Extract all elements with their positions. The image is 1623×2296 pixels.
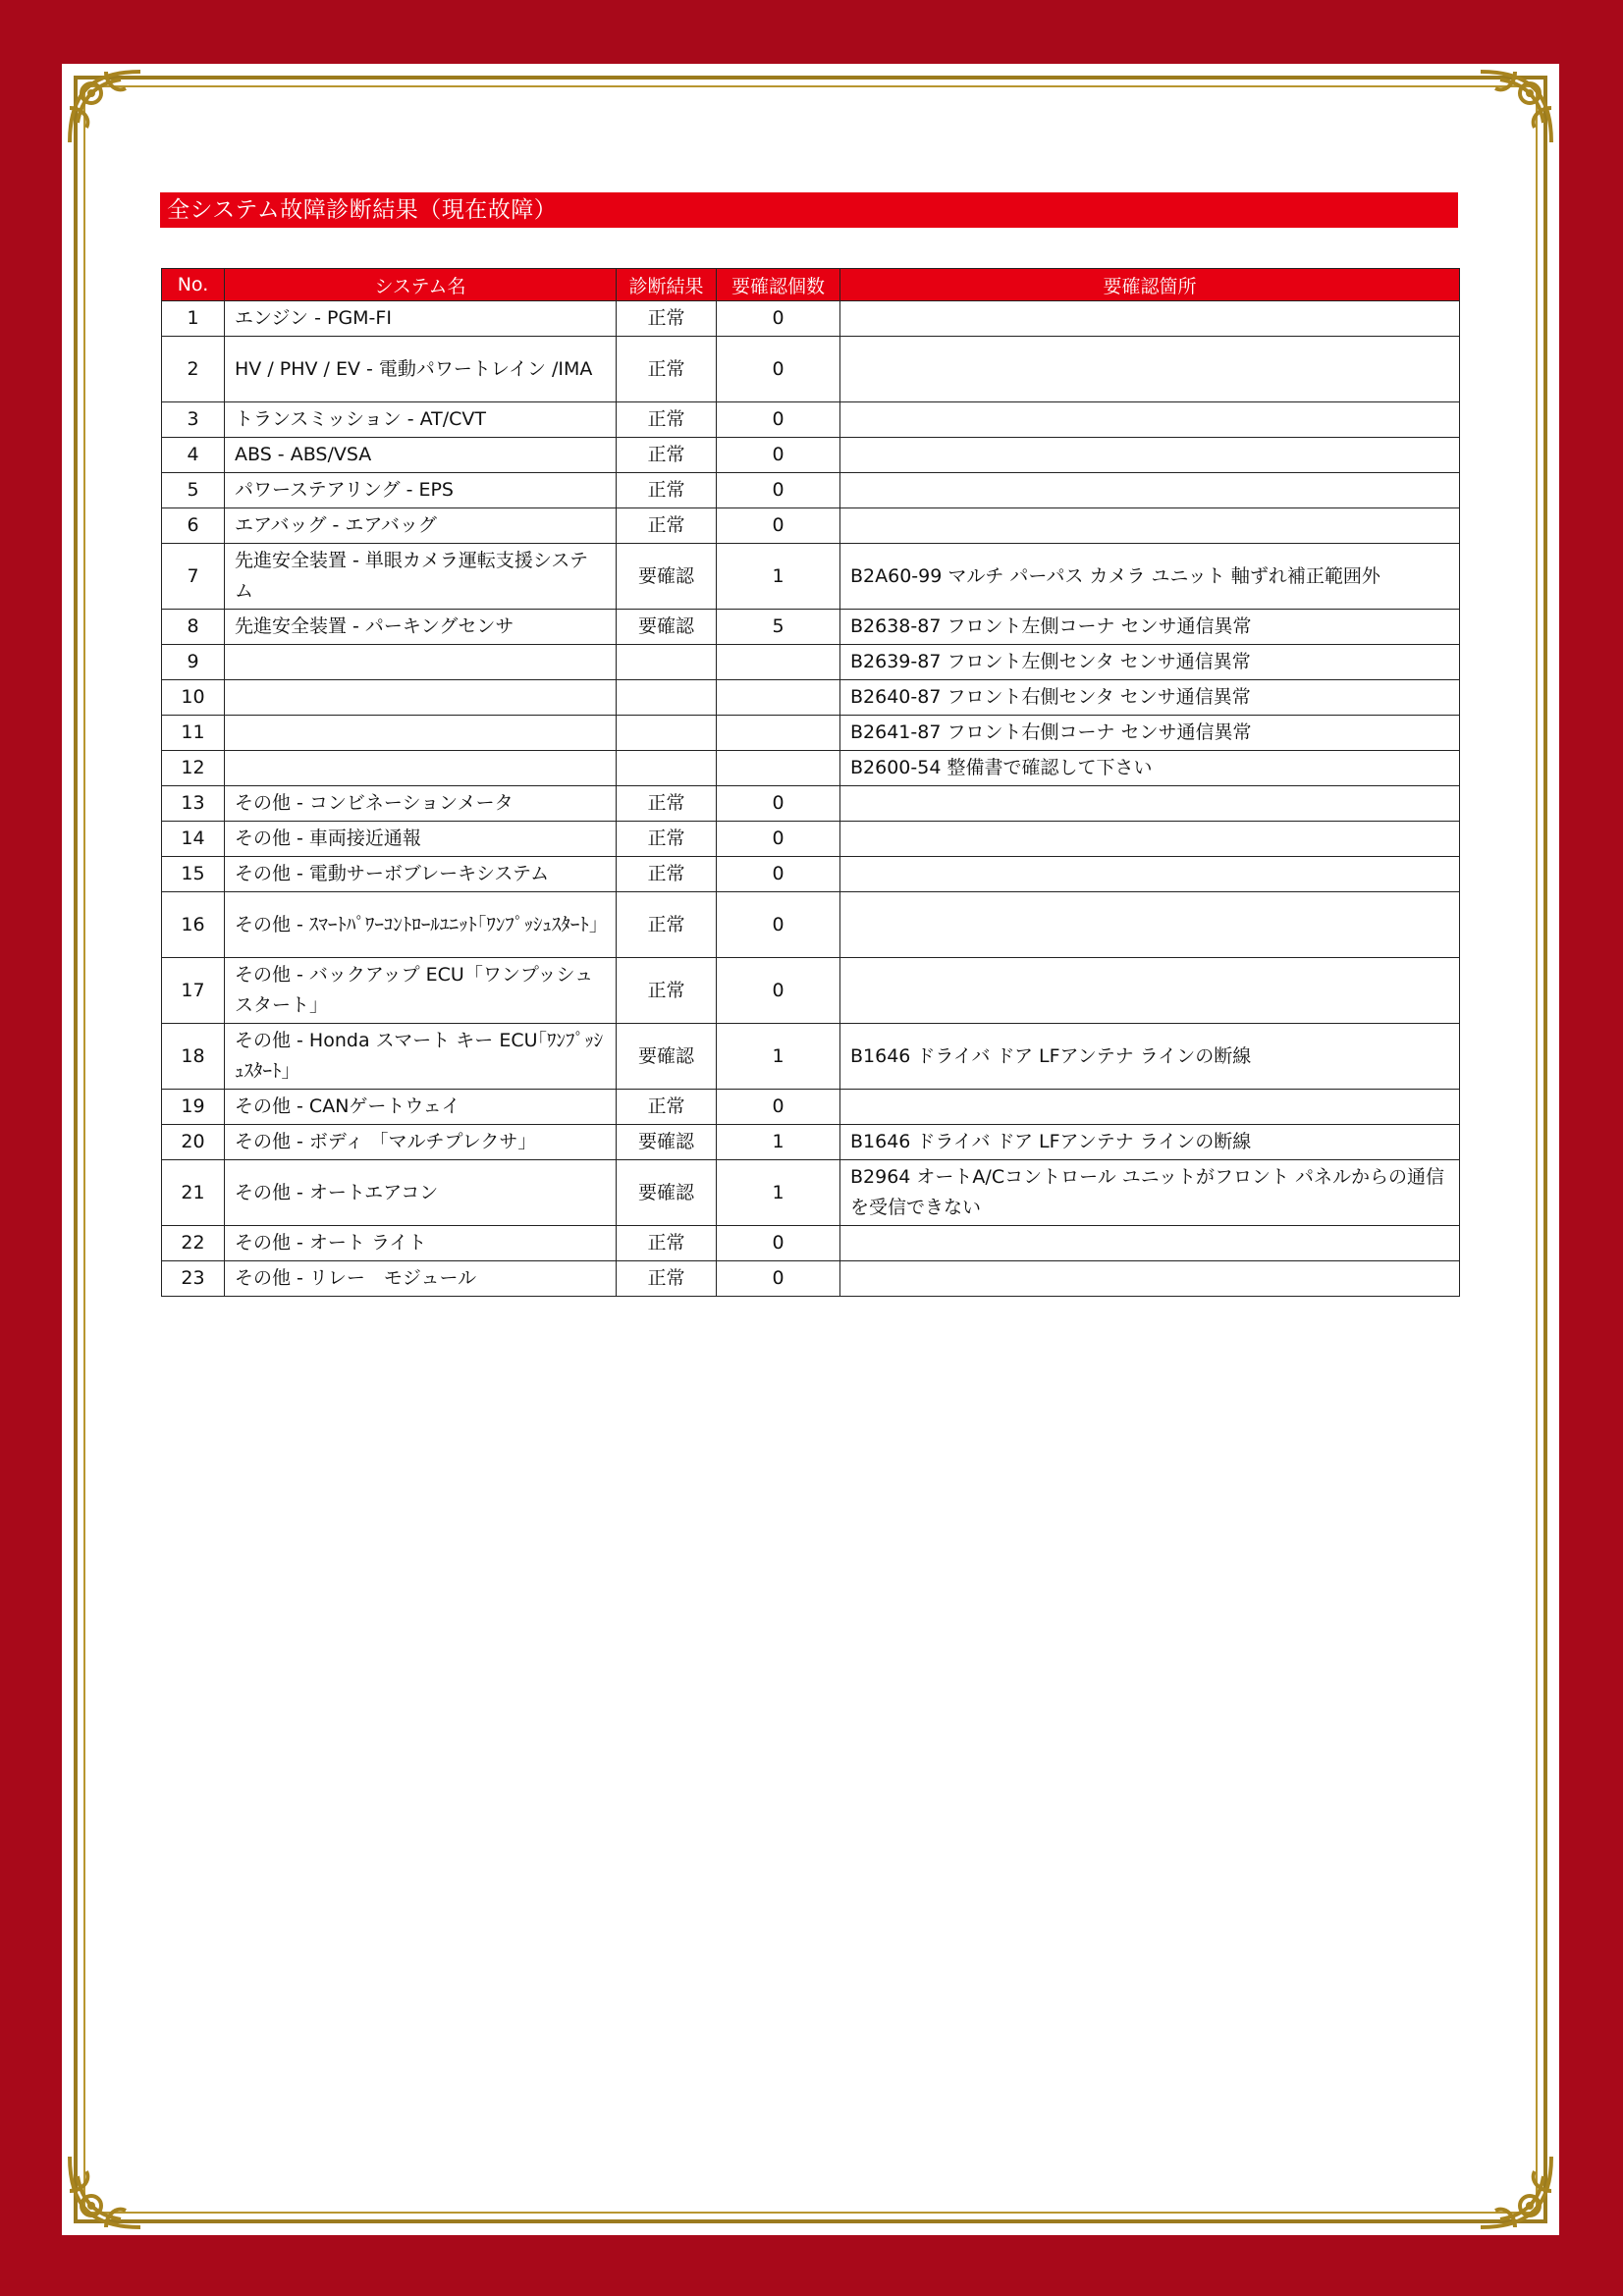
cell-no: 16	[162, 892, 225, 958]
cell-result: 正常	[617, 402, 717, 438]
cell-count	[717, 680, 840, 716]
table-row	[162, 645, 1460, 680]
cell-result: 正常	[617, 508, 717, 544]
table-row	[162, 610, 1460, 645]
cell-count: 0	[717, 1226, 840, 1261]
table-row	[162, 473, 1460, 508]
ornament-corner-icon	[62, 64, 150, 152]
cell-detail: B2640-87 フロント右側センタ センサ通信異常	[840, 680, 1460, 716]
cell-count: 0	[717, 892, 840, 958]
cell-system: その他 - ｽﾏｰﾄﾊﾟﾜｰｺﾝﾄﾛｰﾙﾕﾆｯﾄ｢ﾜﾝﾌﾟｯｼｭｽﾀｰﾄ｣	[225, 892, 617, 958]
cell-no: 18	[162, 1024, 225, 1090]
cell-system: その他 - CANゲートウェイ	[225, 1090, 617, 1125]
cell-count	[717, 751, 840, 786]
cell-system: エアバッグ - エアバッグ	[225, 508, 617, 544]
cell-no: 22	[162, 1226, 225, 1261]
cell-count: 0	[717, 438, 840, 473]
cell-detail: B2639-87 フロント左側センタ センサ通信異常	[840, 645, 1460, 680]
cell-detail	[840, 337, 1460, 402]
cell-no: 2	[162, 337, 225, 402]
table-row	[162, 1024, 1460, 1090]
cell-detail	[840, 1226, 1460, 1261]
table-row	[162, 1226, 1460, 1261]
cell-no: 1	[162, 301, 225, 337]
cell-no: 3	[162, 402, 225, 438]
cell-system: その他 - オート ライト	[225, 1226, 617, 1261]
table-row	[162, 751, 1460, 786]
table-row	[162, 508, 1460, 544]
cell-result: 正常	[617, 1261, 717, 1297]
header-result: 診断結果	[617, 269, 717, 301]
cell-count: 0	[717, 402, 840, 438]
cell-count	[717, 645, 840, 680]
cell-count: 1	[717, 1024, 840, 1090]
table-row	[162, 1090, 1460, 1125]
cell-result: 要確認	[617, 610, 717, 645]
cell-no: 6	[162, 508, 225, 544]
table-row	[162, 1125, 1460, 1160]
table-row	[162, 892, 1460, 958]
cell-result: 正常	[617, 857, 717, 892]
diagnosis-table	[161, 268, 1460, 1297]
cell-detail	[840, 958, 1460, 1024]
cell-system: その他 - バックアップ ECU「ワンプッシュスタート」	[225, 958, 617, 1024]
cell-system: HV / PHV / EV - 電動パワートレイン /IMA	[225, 337, 617, 402]
cell-result	[617, 680, 717, 716]
cell-count: 0	[717, 786, 840, 822]
cell-no: 10	[162, 680, 225, 716]
ornament-corner-icon	[1471, 2147, 1559, 2235]
cell-result: 正常	[617, 958, 717, 1024]
table-row	[162, 786, 1460, 822]
cell-system: ABS - ABS/VSA	[225, 438, 617, 473]
cell-count: 0	[717, 508, 840, 544]
cell-no: 17	[162, 958, 225, 1024]
cell-system: トランスミッション - AT/CVT	[225, 402, 617, 438]
cell-detail	[840, 1261, 1460, 1297]
cell-system: その他 - Honda スマート キー ECU｢ﾜﾝﾌﾟｯｼｭｽﾀｰﾄ｣	[225, 1024, 617, 1090]
cell-result	[617, 751, 717, 786]
cell-result: 正常	[617, 892, 717, 958]
header-count: 要確認個数	[717, 269, 840, 301]
table-row	[162, 1160, 1460, 1226]
cell-count: 0	[717, 822, 840, 857]
cell-detail	[840, 892, 1460, 958]
cell-system: その他 - 車両接近通報	[225, 822, 617, 857]
cell-count: 0	[717, 473, 840, 508]
table-row	[162, 822, 1460, 857]
cell-no: 4	[162, 438, 225, 473]
cell-count: 0	[717, 1090, 840, 1125]
report-page	[62, 64, 1559, 2235]
cell-system: その他 - ボディ 「マルチプレクサ」	[225, 1125, 617, 1160]
cell-no: 12	[162, 751, 225, 786]
cell-system: その他 - 電動サーボブレーキシステム	[225, 857, 617, 892]
cell-result: 要確認	[617, 1160, 717, 1226]
table-row	[162, 438, 1460, 473]
table-row	[162, 958, 1460, 1024]
cell-no: 11	[162, 716, 225, 751]
cell-detail	[840, 786, 1460, 822]
cell-system	[225, 645, 617, 680]
cell-result: 要確認	[617, 1024, 717, 1090]
cell-detail: B2964 オートA/Cコントロール ユニットがフロント パネルからの通信を受信できない	[840, 1160, 1460, 1226]
table-row	[162, 857, 1460, 892]
cell-system	[225, 751, 617, 786]
table-row	[162, 1261, 1460, 1297]
header-system: システム名	[225, 269, 617, 301]
cell-no: 13	[162, 786, 225, 822]
cell-result: 正常	[617, 438, 717, 473]
cell-no: 15	[162, 857, 225, 892]
cell-detail	[840, 822, 1460, 857]
ornament-corner-icon	[62, 2147, 150, 2235]
cell-detail	[840, 402, 1460, 438]
cell-detail	[840, 301, 1460, 337]
cell-count: 0	[717, 958, 840, 1024]
table-row	[162, 402, 1460, 438]
cell-result	[617, 645, 717, 680]
table-row	[162, 716, 1460, 751]
cell-system: その他 - コンビネーションメータ	[225, 786, 617, 822]
cell-no: 19	[162, 1090, 225, 1125]
cell-no: 7	[162, 544, 225, 610]
cell-result: 正常	[617, 1090, 717, 1125]
cell-no: 8	[162, 610, 225, 645]
cell-no: 20	[162, 1125, 225, 1160]
table-row	[162, 301, 1460, 337]
cell-detail: B2A60-99 マルチ パーパス カメラ ユニット 軸ずれ補正範囲外	[840, 544, 1460, 610]
cell-system: その他 - リレー モジュール	[225, 1261, 617, 1297]
cell-result: 要確認	[617, 1125, 717, 1160]
cell-result: 正常	[617, 301, 717, 337]
header-detail: 要確認箇所	[840, 269, 1460, 301]
cell-count: 1	[717, 1125, 840, 1160]
cell-count: 5	[717, 610, 840, 645]
cell-count: 1	[717, 1160, 840, 1226]
cell-count: 0	[717, 337, 840, 402]
cell-no: 14	[162, 822, 225, 857]
cell-no: 5	[162, 473, 225, 508]
cell-detail: B2641-87 フロント右側コーナ センサ通信異常	[840, 716, 1460, 751]
cell-system: パワーステアリング - EPS	[225, 473, 617, 508]
cell-result: 要確認	[617, 544, 717, 610]
cell-result: 正常	[617, 1226, 717, 1261]
section-title: 全システム故障診断結果（現在故障）	[160, 192, 1458, 228]
cell-system	[225, 680, 617, 716]
cell-result: 正常	[617, 786, 717, 822]
cell-detail: B2638-87 フロント左側コーナ センサ通信異常	[840, 610, 1460, 645]
cell-detail	[840, 508, 1460, 544]
cell-system	[225, 716, 617, 751]
cell-system: エンジン - PGM-FI	[225, 301, 617, 337]
cell-no: 9	[162, 645, 225, 680]
cell-detail	[840, 1090, 1460, 1125]
cell-detail	[840, 438, 1460, 473]
cell-system: その他 - オートエアコン	[225, 1160, 617, 1226]
cell-system: 先進安全装置 - 単眼カメラ運転支援システム	[225, 544, 617, 610]
cell-result: 正常	[617, 337, 717, 402]
cell-detail: B2600-54 整備書で確認して下さい	[840, 751, 1460, 786]
ornament-corner-icon	[1471, 64, 1559, 152]
cell-detail	[840, 473, 1460, 508]
cell-detail: B1646 ドライバ ドア LFアンテナ ラインの断線	[840, 1024, 1460, 1090]
table-row	[162, 680, 1460, 716]
cell-detail: B1646 ドライバ ドア LFアンテナ ラインの断線	[840, 1125, 1460, 1160]
cell-count: 0	[717, 301, 840, 337]
header-no: No.	[162, 269, 225, 301]
cell-result	[617, 716, 717, 751]
cell-detail	[840, 857, 1460, 892]
cell-count: 1	[717, 544, 840, 610]
table-row	[162, 337, 1460, 402]
table-row	[162, 544, 1460, 610]
table-header-row	[162, 269, 1460, 301]
cell-no: 23	[162, 1261, 225, 1297]
cell-result: 正常	[617, 822, 717, 857]
cell-result: 正常	[617, 473, 717, 508]
cell-count	[717, 716, 840, 751]
cell-system: 先進安全装置 - パーキングセンサ	[225, 610, 617, 645]
cell-count: 0	[717, 1261, 840, 1297]
cell-count: 0	[717, 857, 840, 892]
cell-no: 21	[162, 1160, 225, 1226]
